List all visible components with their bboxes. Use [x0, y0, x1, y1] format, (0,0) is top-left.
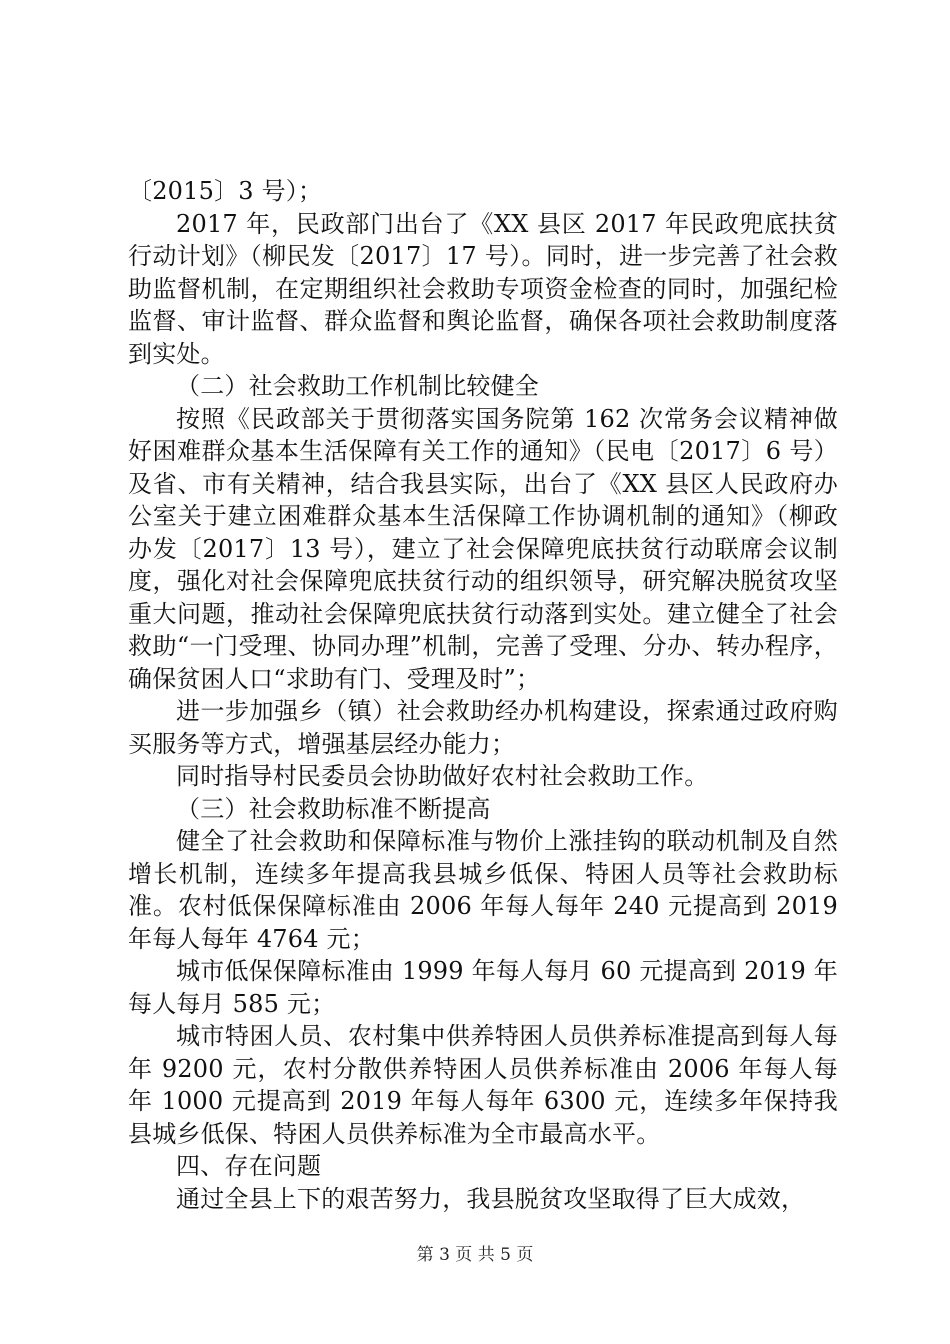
section-heading-3: （三）社会救助标准不断提高	[176, 794, 491, 823]
paragraph-6: 同时指导村民委员会协助做好农村社会救助工作。	[176, 762, 709, 790]
paragraph-9: 城市低保保障标准由 1999 年每人每月 60 元提高到 2019 年每人每月 585 元；	[128, 957, 838, 1018]
document-body	[128, 175, 838, 1215]
paragraph-2: 2017 年，民政部门出台了《XX 县区 2017 年民政兜底扶贫行动计划》（柳民发〔2017〕17 号）。同时，进一步完善了社会救助监督机制，在定期组织社会救助专项资金检查的同时，加强纪检监督、审计监督、群众监督和舆论监督，确保各项社会救助制度落到实处。	[128, 209, 838, 368]
page-number-label: 第 3 页 共 5 页	[416, 1245, 534, 1265]
paragraph-12: 通过全县上下的艰苦努力，我县脱贫攻坚取得了巨大成效，	[176, 1184, 806, 1213]
page-footer	[0, 1244, 950, 1266]
paragraph-1: 〔2015〕3 号）；	[128, 177, 323, 205]
paragraph-5: 进一步加强乡（镇）社会救助经办机构建设，探索通过政府购买服务等方式，增强基层经办能力；	[128, 697, 838, 758]
paragraph-10: 城市特困人员、农村集中供养特困人员供养标准提高到每人每年 9200 元，农村分散供养特困人员供养标准由 2006 年每人每年 1000 元提高到 2019 年每人每年 6300 元，连续多年保持我县城乡低保、特困人员供养标准为全市最高水平。	[128, 1022, 838, 1148]
section-heading-2: （二）社会救助工作机制比较健全	[176, 372, 539, 400]
section-heading-4: 四、存在问题	[176, 1152, 322, 1180]
paragraph-4: 按照《民政部关于贯彻落实国务院第 162 次常务会议精神做好困难群众基本生活保障有关工作的通知》（民电〔2017〕6 号）及省、市有关精神，结合我县实际，出台了《XX 县区人民政府办公室关于建立困难群众基本生活保障工作协调机制的通知》（柳政办发〔2017〕13 号），建立了社会保障兜底扶贫行动联席会议制度，强化对社会保障兜底扶贫行动的组织领导，研究解决脱贫攻坚重大问题，推动社会保障兜底扶贫行动落到实处。建立健全了社会救助“一门受理、协同办理”机制，完善了受理、分办、转办程序，确保贫困人口“求助有门、受理及时”；	[128, 404, 838, 693]
paragraph-8: 健全了社会救助和保障标准与物价上涨挂钩的联动机制及自然增长机制，连续多年提高我县城乡低保、特困人员等社会救助标准。农村低保保障标准由 2006 年每人每年 240 元提高到 2019 年每人每年 4764 元；	[128, 827, 838, 953]
